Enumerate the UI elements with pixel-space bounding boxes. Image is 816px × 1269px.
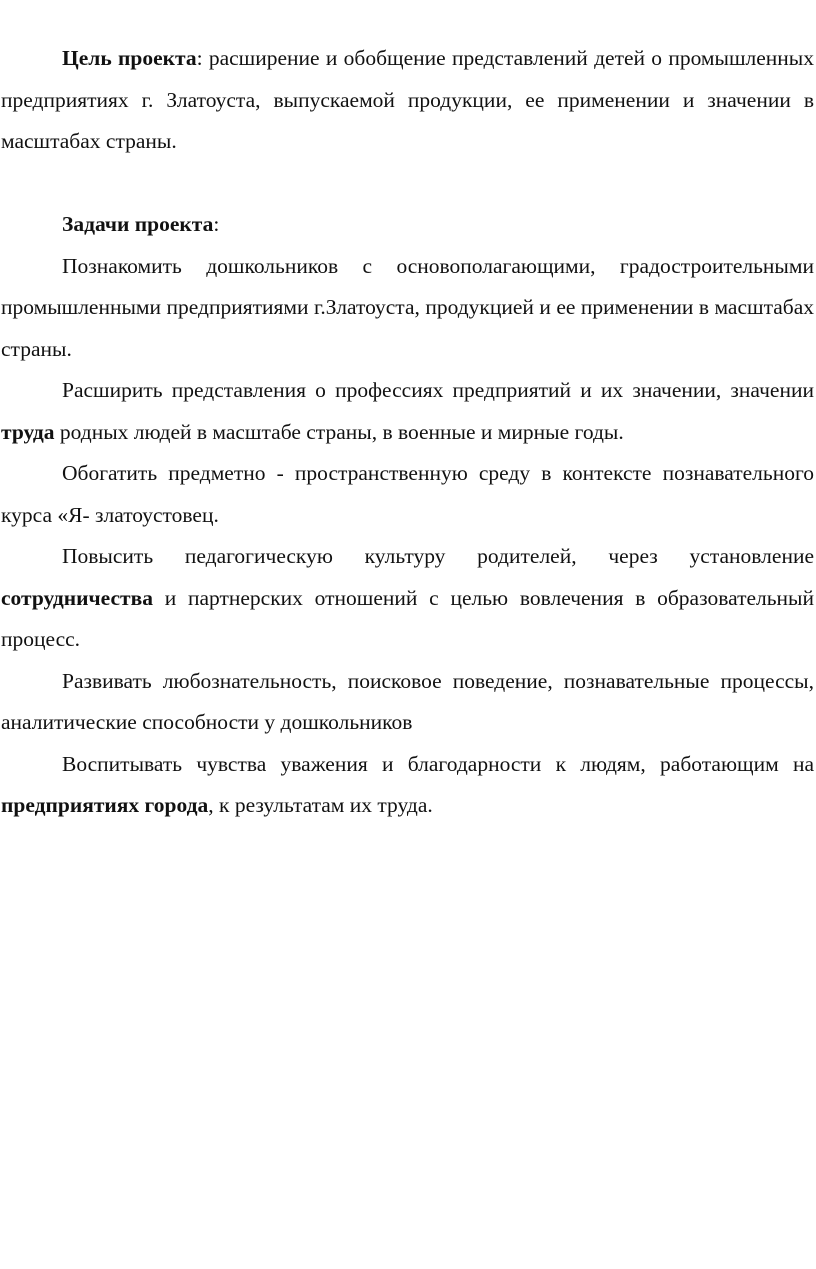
task-item-4-text-before: Повысить педагогическую культуру родителей, через установление bbox=[62, 544, 814, 568]
task-item-3: Обогатить предметно - пространственную среду в контексте познавательного курса «Я- златоустовец. bbox=[1, 461, 814, 527]
paragraph-spacer bbox=[1, 163, 814, 205]
task-item-2-emphasis: труда bbox=[1, 419, 55, 444]
task-item-2-text-after: родных людей в масштабе страны, в военные и мирные годы. bbox=[54, 419, 624, 444]
task-item-6 bbox=[1, 744, 814, 827]
project-tasks-label: Задачи проекта bbox=[62, 212, 214, 236]
document-page bbox=[0, 38, 816, 827]
project-goal-paragraph bbox=[1, 38, 814, 163]
project-tasks-colon: : bbox=[213, 212, 220, 236]
task-item-2 bbox=[1, 370, 814, 453]
task-item-6-emphasis: предприятиях города bbox=[1, 793, 209, 817]
task-item-4-emphasis: сотрудничества bbox=[1, 585, 153, 610]
project-tasks-heading bbox=[1, 204, 814, 246]
task-item-6-text-before: Воспитывать чувства уважения и благодарности к людям, работающим на bbox=[62, 751, 814, 776]
project-goal-label: Цель проекта bbox=[62, 46, 197, 70]
project-goal-colon: : bbox=[196, 46, 203, 70]
task-item-4-text-after: и партнерских отношений с целью вовлечения в образовательный процесс. bbox=[1, 585, 814, 651]
task-item-1: Познакомить дошкольников с основополагающими, градостроительными промышленными предприятиями г.Златоуста, продукцией и ее применении в масштабах страны. bbox=[1, 253, 814, 361]
task-item-6-text-after: , к результатам их труда. bbox=[208, 793, 433, 817]
task-item-4 bbox=[1, 536, 814, 661]
task-item-5: Развивать любознательность, поисковое поведение, познавательные процессы, аналитические способности у дошкольников bbox=[1, 668, 814, 734]
task-item-2-text-before: Расширить представления о профессиях предприятий и их значении, значении bbox=[62, 378, 814, 402]
project-goal-text: расширение и обобщение представлений детей о промышленных предприятиях г. Златоуста, выпускаемой продукции, ее применении и значении в масштабах страны. bbox=[1, 46, 814, 153]
